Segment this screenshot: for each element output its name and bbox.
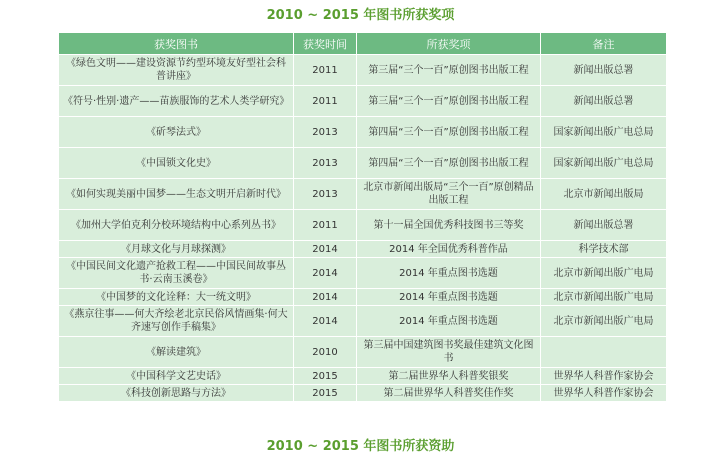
cell-note: 北京市新闻出版局 <box>541 179 667 210</box>
cell-book: 《加州大学伯克利分校环境结构中心系列丛书》 <box>59 210 294 241</box>
cell-book: 《斫琴法式》 <box>59 117 294 148</box>
cell-book: 《中国锁文化史》 <box>59 148 294 179</box>
cell-book: 《科技创新思路与方法》 <box>59 385 294 402</box>
cell-year: 2014 <box>294 306 357 337</box>
table-row <box>59 289 667 306</box>
cell-year: 2013 <box>294 148 357 179</box>
cell-year: 2014 <box>294 289 357 306</box>
cell-book: 《燕京往事——何大齐绘老北京民俗风情画集·何大齐速写创作手稿集》 <box>59 306 294 337</box>
cell-note: 新闻出版总署 <box>541 55 667 86</box>
cell-year: 2014 <box>294 241 357 258</box>
section-title-awards: 2010 ~ 2015 年图书所获奖项 <box>266 8 455 23</box>
cell-award: 第四届“三个一百”原创图书出版工程 <box>357 117 541 148</box>
section-title-funding: 2010 ~ 2015 年图书所获资助 <box>266 439 455 454</box>
cell-note <box>541 337 667 368</box>
table-row <box>59 368 667 385</box>
awards-table <box>58 32 667 402</box>
cell-note: 北京市新闻出版广电局 <box>541 258 667 289</box>
cell-note: 世界华人科普作家协会 <box>541 368 667 385</box>
cell-book: 《符号·性别·遗产——苗族服饰的艺术人类学研究》 <box>59 86 294 117</box>
table-row <box>59 117 667 148</box>
cell-award: 第十一届全国优秀科技图书三等奖 <box>357 210 541 241</box>
cell-note: 科学技术部 <box>541 241 667 258</box>
table-row <box>59 241 667 258</box>
cell-year: 2011 <box>294 55 357 86</box>
cell-note: 北京市新闻出版广电局 <box>541 289 667 306</box>
cell-award: 2014 年重点图书选题 <box>357 258 541 289</box>
table-row <box>59 210 667 241</box>
cell-award: 第二届世界华人科普奖佳作奖 <box>357 385 541 402</box>
cell-year: 2015 <box>294 368 357 385</box>
cell-book: 《中国民间文化遗产抢救工程——中国民间故事丛书·云南玉溪卷》 <box>59 258 294 289</box>
cell-award: 北京市新闻出版局“三个一百”原创精品出版工程 <box>357 179 541 210</box>
header-award: 所获奖项 <box>357 33 541 55</box>
cell-award: 第三届“三个一百”原创图书出版工程 <box>357 86 541 117</box>
cell-note: 新闻出版总署 <box>541 210 667 241</box>
cell-note: 国家新闻出版广电总局 <box>541 148 667 179</box>
cell-award: 第三届“三个一百”原创图书出版工程 <box>357 55 541 86</box>
cell-note: 世界华人科普作家协会 <box>541 385 667 402</box>
cell-book: 《中国科学文艺史话》 <box>59 368 294 385</box>
table-row <box>59 385 667 402</box>
cell-note: 新闻出版总署 <box>541 86 667 117</box>
cell-year: 2015 <box>294 385 357 402</box>
cell-book: 《绿色文明——建设资源节约型环境友好型社会科普讲座》 <box>59 55 294 86</box>
cell-award: 2014 年重点图书选题 <box>357 306 541 337</box>
cell-year: 2011 <box>294 210 357 241</box>
table-row <box>59 86 667 117</box>
header-note: 备注 <box>541 33 667 55</box>
table-row <box>59 337 667 368</box>
cell-year: 2011 <box>294 86 357 117</box>
table-row <box>59 179 667 210</box>
cell-award: 第三届中国建筑图书奖最佳建筑文化图书 <box>357 337 541 368</box>
header-year: 获奖时间 <box>294 33 357 55</box>
cell-award: 第二届世界华人科普奖银奖 <box>357 368 541 385</box>
cell-year: 2013 <box>294 179 357 210</box>
cell-book: 《月球文化与月球探测》 <box>59 241 294 258</box>
table-row <box>59 148 667 179</box>
table-header-row <box>59 33 667 55</box>
cell-year: 2013 <box>294 117 357 148</box>
cell-note: 国家新闻出版广电总局 <box>541 117 667 148</box>
table-row <box>59 306 667 337</box>
cell-book: 《如何实现美丽中国梦——生态文明开启新时代》 <box>59 179 294 210</box>
header-book: 获奖图书 <box>59 33 294 55</box>
table-row <box>59 55 667 86</box>
cell-award: 2014 年全国优秀科普作品 <box>357 241 541 258</box>
cell-book: 《解读建筑》 <box>59 337 294 368</box>
cell-award: 2014 年重点图书选题 <box>357 289 541 306</box>
cell-year: 2014 <box>294 258 357 289</box>
cell-book: 《中国梦的文化诠释：大一统文明》 <box>59 289 294 306</box>
table-row <box>59 258 667 289</box>
cell-year: 2010 <box>294 337 357 368</box>
cell-award: 第四届“三个一百”原创图书出版工程 <box>357 148 541 179</box>
cell-note: 北京市新闻出版广电局 <box>541 306 667 337</box>
